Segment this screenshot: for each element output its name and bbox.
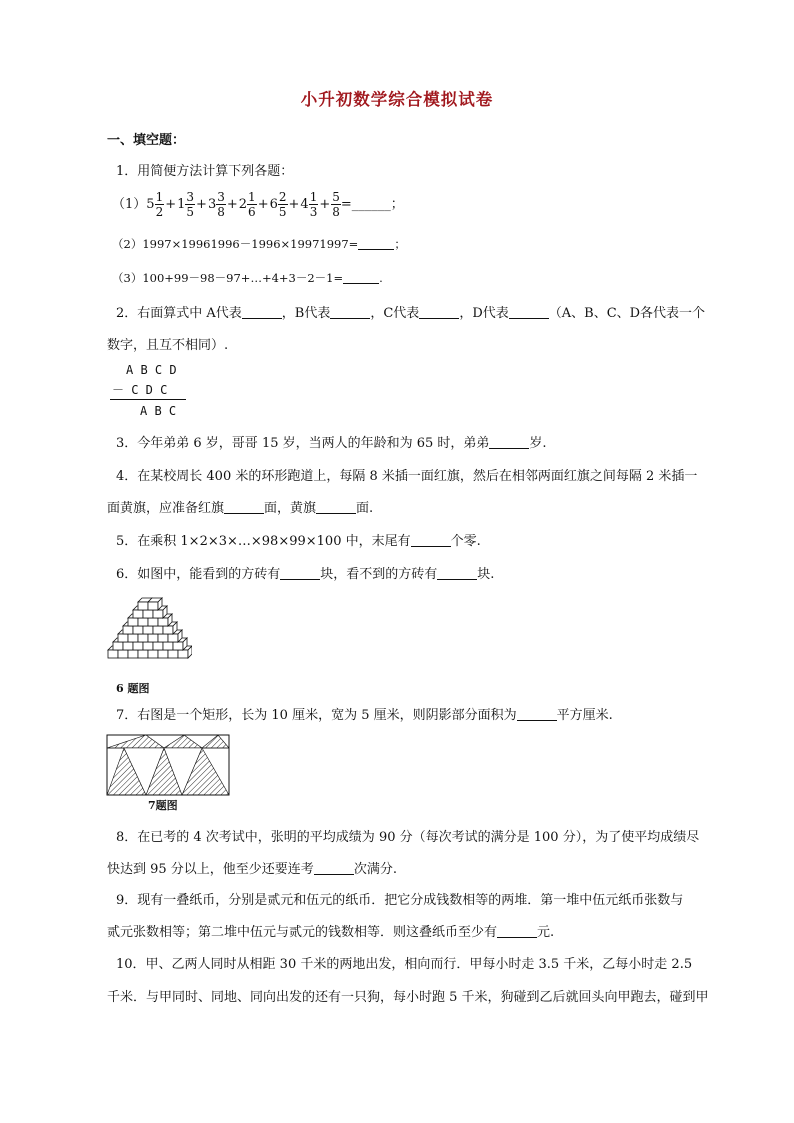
- mixed-number-whole: 1: [177, 197, 186, 212]
- q1-part2-end: ；: [394, 237, 406, 251]
- q2-text: ，B代表: [281, 306, 331, 321]
- q3-end: 岁.: [529, 436, 547, 451]
- q6: [116, 563, 494, 582]
- brick-front: [108, 650, 118, 658]
- brick-front: [158, 634, 168, 642]
- brick-front: [143, 642, 153, 650]
- operator: +: [196, 197, 207, 212]
- brick-front: [133, 610, 143, 618]
- brick-front: [168, 650, 178, 658]
- answer-blank[interactable]: [358, 237, 394, 250]
- fraction-denominator: 8: [217, 205, 225, 219]
- vertical-subtraction-row2: － C D C: [112, 383, 168, 397]
- mixed-number-whole: 4: [300, 197, 309, 212]
- fraction-numerator: 3: [186, 190, 195, 204]
- q10-line2: 千米．与甲同时、同地、同向出发的还有一只狗，每小时跑 5 千米，狗碰到乙后就回头向甲跑去，碰到甲: [107, 990, 709, 1005]
- brick-front: [138, 650, 148, 658]
- answer-blank[interactable]: [419, 306, 459, 319]
- answer-blank[interactable]: [280, 567, 320, 580]
- answer-blank[interactable]: [316, 501, 356, 514]
- q1-intro: 1．用简便方法计算下列各题：: [116, 164, 294, 179]
- answer-blank[interactable]: [437, 567, 477, 580]
- q4-line1: 4．在某校周长 400 米的环形跑道上，每隔 8 米插一面红旗，然后在相邻两面红旗之间每隔 2 米插一: [116, 469, 698, 484]
- q10-line1: 10．甲、乙两人同时从相距 30 千米的两地出发，相向而行．甲每小时走 3.5 千米，乙每小时走 2.5: [116, 957, 693, 972]
- brick-front: [118, 650, 128, 658]
- fraction: [309, 190, 319, 219]
- fraction-denominator: 8: [332, 205, 340, 219]
- answer-blank[interactable]: [517, 708, 557, 721]
- q4-text: 面，黄旗: [264, 501, 317, 516]
- fraction-denominator: 5: [186, 205, 195, 219]
- fraction-numerator: 5: [332, 190, 340, 204]
- operator: +: [319, 197, 331, 212]
- answer-blank[interactable]: [509, 306, 549, 319]
- vertical-subtraction-line: [110, 399, 186, 400]
- q5: [116, 530, 481, 549]
- mixed-number-whole: 3: [207, 197, 217, 212]
- q2-text: （A、B、C、D各代表一个: [548, 306, 706, 321]
- brick-front: [138, 618, 148, 626]
- brick-front: [133, 626, 143, 634]
- q8-line1: 8．在已考的 4 次考试中，张明的平均成绩为 90 分（每次考试的满分是 100 分），为了使平均成绩尽: [116, 830, 700, 845]
- answer-blank[interactable]: [343, 271, 379, 284]
- brick-front: [128, 618, 138, 626]
- q1-part1: [112, 190, 404, 219]
- brick-front: [173, 642, 183, 650]
- fraction-numerator: 1: [309, 190, 318, 204]
- q7-end: 平方厘米.: [556, 708, 613, 723]
- q9-line1: 9．现有一叠纸币，分别是贰元和伍元的纸币．把它分成钱数相等的两堆．第一堆中伍元纸币张数与: [116, 893, 684, 908]
- brick-front: [168, 634, 178, 642]
- fraction: [185, 190, 195, 219]
- fraction-numerator: 1: [155, 190, 164, 204]
- q1-part1-label: （1）: [112, 197, 147, 212]
- q5-text: 5．在乘积 1×2×3×…×98×99×100 中，末尾有: [116, 534, 411, 549]
- q8-text: 快达到 95 分以上，他至少还要连考: [107, 862, 314, 877]
- page-title: 小升初数学综合模拟试卷: [300, 90, 494, 109]
- q1-part2-expression: （2）1997×19961996－1996×19971997=: [112, 237, 359, 251]
- q1-part3: [112, 270, 383, 286]
- brick-pyramid-figure: [106, 588, 192, 664]
- brick-front: [163, 626, 173, 634]
- brick-front: [178, 650, 188, 658]
- fraction-numerator: 3: [217, 190, 225, 204]
- answer-blank[interactable]: [330, 306, 370, 319]
- fraction: [331, 190, 341, 219]
- brick-front: [143, 626, 153, 634]
- q2-text: ，C代表: [370, 306, 420, 321]
- brick-front: [148, 650, 158, 658]
- q1-part3-end: .: [379, 271, 383, 285]
- brick-front: [148, 602, 158, 610]
- rectangle-shaded-triangles-figure: [106, 734, 230, 796]
- q1-part1-expression: [146, 190, 341, 219]
- fraction-denominator: 5: [278, 205, 287, 219]
- brick-front: [163, 642, 173, 650]
- answer-blank[interactable]: [411, 534, 451, 547]
- brick-front: [153, 610, 163, 618]
- section-heading: 一、填空题：: [107, 133, 186, 148]
- answer-blank[interactable]: [489, 436, 529, 449]
- q6-text: 6．如图中，能看到的方砖有: [116, 567, 281, 582]
- mixed-number-whole: 5: [146, 197, 155, 212]
- operator: +: [257, 197, 269, 212]
- q4-text: 面黄旗，应准备红旗: [107, 501, 225, 516]
- q1-part3-expression: （3）100+99－98－97+…+4+3－2－1=: [112, 271, 344, 285]
- q7-text: 7．右图是一个矩形，长为 10 厘米，宽为 5 厘米，则阴影部分面积为: [116, 708, 517, 723]
- q2-line1: [116, 302, 705, 321]
- answer-blank[interactable]: [242, 306, 282, 319]
- q8-line2: [107, 858, 397, 877]
- brick-front: [148, 634, 158, 642]
- brick-front: [138, 634, 148, 642]
- fraction-denominator: 3: [309, 205, 318, 219]
- brick-front: [123, 642, 133, 650]
- q6-figure-caption: 6 题图: [116, 682, 150, 695]
- fraction-numerator: 2: [278, 190, 287, 204]
- q1-part2: [112, 236, 406, 252]
- fraction: [247, 190, 257, 219]
- brick-front: [143, 610, 153, 618]
- fraction-denominator: 2: [155, 205, 164, 219]
- fraction: [216, 190, 226, 219]
- brick-front: [153, 626, 163, 634]
- operator: +: [288, 197, 300, 212]
- operator: +: [165, 197, 177, 212]
- operator: +: [226, 197, 238, 212]
- brick-front: [158, 618, 168, 626]
- q4-text: 面.: [356, 501, 374, 516]
- q6-text: 块，看不到的方砖有: [320, 567, 438, 582]
- q3: [116, 432, 547, 451]
- q3-text: 3．今年弟弟 6 岁，哥哥 15 岁，当两人的年龄和为 65 时，弟弟: [116, 436, 490, 451]
- brick-front: [148, 618, 158, 626]
- mixed-number-whole: 6: [269, 197, 278, 212]
- fraction-denominator: 6: [248, 205, 256, 219]
- q9-line2: [107, 921, 554, 940]
- q4-line2: [107, 497, 373, 516]
- q6-text: 块.: [477, 567, 495, 582]
- q2-line2: 数字，且互不相同）.: [107, 338, 229, 353]
- q2-text: 2．右面算式中 A代表: [116, 306, 242, 321]
- q7: [116, 704, 613, 723]
- fraction: [155, 190, 165, 219]
- q9-text: 元.: [537, 925, 555, 940]
- brick-front: [128, 650, 138, 658]
- brick-front: [118, 634, 128, 642]
- brick-front: [158, 650, 168, 658]
- answer-blank[interactable]: [497, 925, 537, 938]
- q5-end: 个零.: [450, 534, 481, 549]
- brick-front: [133, 642, 143, 650]
- brick-front: [113, 642, 123, 650]
- brick-front: [123, 626, 133, 634]
- fraction: [278, 190, 288, 219]
- mixed-number-whole: 2: [238, 197, 248, 212]
- vertical-subtraction-row1: A B C D: [126, 363, 177, 377]
- brick-front: [153, 642, 163, 650]
- answer-blank[interactable]: [314, 862, 354, 875]
- vertical-subtraction-row3: A B C: [140, 404, 177, 418]
- fraction-numerator: 1: [248, 190, 256, 204]
- q9-text: 贰元张数相等；第二堆中伍元与贰元的钱数相等．则这叠纸币至少有: [107, 925, 498, 940]
- q7-figure-caption: 7题图: [148, 799, 178, 812]
- q8-text: 次满分.: [353, 862, 397, 877]
- answer-blank[interactable]: [224, 501, 264, 514]
- q1-part1-tail: =______；: [340, 197, 404, 212]
- brick-front: [128, 634, 138, 642]
- brick-front: [138, 602, 148, 610]
- q2-text: ，D代表: [459, 306, 509, 321]
